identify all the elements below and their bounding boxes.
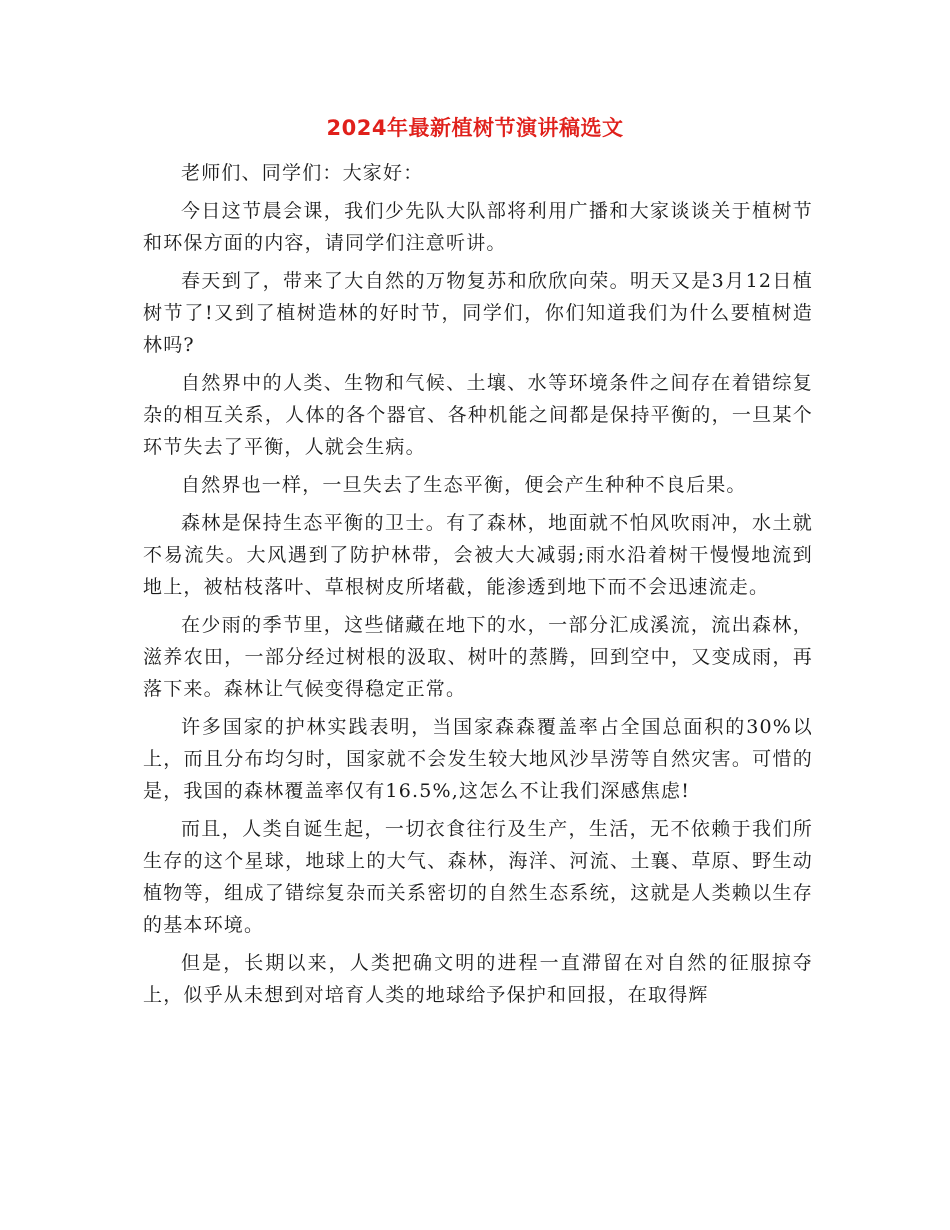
paragraph: 许多国家的护林实践表明，当国家森森覆盖率占全国总面积的30%以上，而且分布均匀时，国家就不会发生较大地风沙旱涝等自然灾害。可惜的是，我国的森林覆盖率仅有16.5%,这怎么不让我们深感焦虑! bbox=[143, 716, 813, 802]
paragraph: 自然界中的人类、生物和气候、土壤、水等环境条件之间存在着错综复杂的相互关系，人体的各个器官、各种机能之间都是保持平衡的，一旦某个环节失去了平衡，人就会生病。 bbox=[143, 372, 813, 458]
paragraph: 但是，长期以来，人类把确文明的进程一直滞留在对自然的征服掠夺上，似乎从未想到对培育人类的地球给予保护和回报，在取得辉 bbox=[143, 951, 813, 1006]
paragraph: 森林是保持生态平衡的卫士。有了森林，地面就不怕风吹雨冲，水土就不易流失。大风遇到了防护林带，会被大大减弱;雨水沿着树干慢慢地流到地上，被枯枝落叶、草根树皮所堵截，能渗透到地下而不会迅速流走。 bbox=[143, 512, 813, 599]
paragraph: 自然界也一样，一旦失去了生态平衡，便会产生种种不良后果。 bbox=[181, 474, 747, 497]
document-body bbox=[143, 158, 813, 1018]
document-title: 2024年最新植树节演讲稿选文 bbox=[326, 116, 624, 140]
paragraph: 春天到了，带来了大自然的万物复苏和欣欣向荣。明天又是3月12日植树节了!又到了植树造林的好时节，同学们，你们知道我们为什么要植树造林吗? bbox=[143, 270, 813, 356]
paragraph: 在少雨的季节里，这些储藏在地下的水，一部分汇成溪流，流出森林，滋养农田，一部分经过树根的汲取、树叶的蒸腾，回到空中，又变成雨，再落下来。森林让气候变得稳定正常。 bbox=[143, 614, 813, 700]
paragraph: 而且，人类自诞生起，一切衣食往行及生产，生活，无不依赖于我们所生存的这个星球，地球上的大气、森林，海洋、河流、土襄、草原、野生动植物等，组成了错综复杂而关系密切的自然生态系统，这就是人类赖以生存的基本环境。 bbox=[143, 818, 813, 936]
paragraph: 今日这节晨会课，我们少先队大队部将利用广播和大家谈谈关于植树节和环保方面的内容，请同学们注意听讲。 bbox=[143, 200, 813, 255]
paragraph: 老师们、同学们：大家好： bbox=[181, 162, 424, 184]
